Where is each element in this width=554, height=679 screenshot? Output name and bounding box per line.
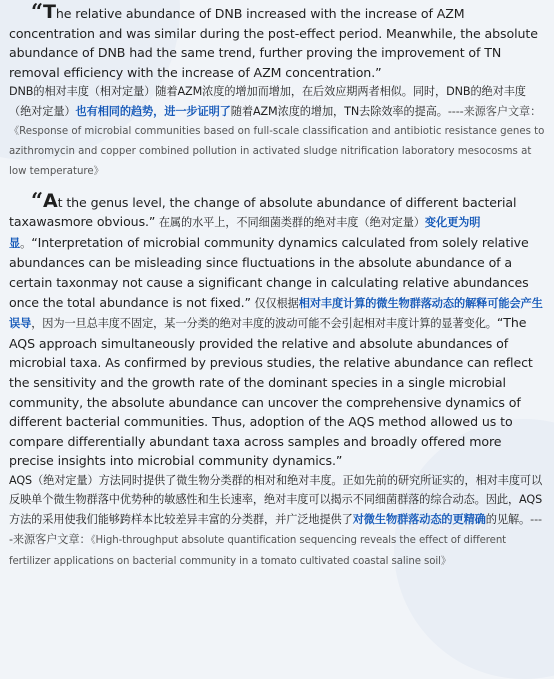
quote-block-1 <box>9 0 545 182</box>
quote-2-english <box>9 187 545 471</box>
en-text: “Interpretation of microbial community dynamics calculated from solely relative abundances can be misleading since fluctuations in the absolute abundance of a certain taxonmay not cause a significant change in calculating relative abundances once the total abundance is not fixed.” <box>9 234 529 310</box>
reference-2: 《High-throughput absolute quantification sequencing reveals the effect of different fertilizer applications on bacterial community in a tomato cultivated coastal saline soil》 <box>9 534 507 567</box>
drop-letter: T <box>42 1 56 23</box>
quote-1-text: he relative abundance of DNB increased with the increase of AZM concentration and was similar during the post-effect period. Meanwhile, the absolute abundance of DNB had the same trend, further proving the improvement of TN removal efficiency with the increase of AZM concentration.” <box>9 6 538 80</box>
open-quote-mark: “ <box>31 187 43 213</box>
quote-2-chinese <box>9 471 545 572</box>
quote-block-2 <box>9 187 545 572</box>
reference-1: 《Response of microbial communities based on full-scale classification and antibiotic resistance genes to azithromycin and copper combined pollution in activated sludge nitrification laboratory mesocosms at low temperature》 <box>9 125 545 177</box>
zh-text: 在属的水平上，不同细菌类群的绝对丰度（绝对定量） <box>155 216 425 230</box>
quote-1-english <box>9 0 545 82</box>
zh-text: AQS（绝对定量）方法同时提供了微生物分类群的相对和绝对丰度。正如先前的研究所证实的，相对丰度可以反映单个微生物群落中优势种的敏感性和生长速率，绝对丰度可以揭示不同细菌群落的综合动态。因此，AQS方法的采用使我们能够跨样本比较差异丰富的分类群，并广泛地提供了 <box>9 473 543 527</box>
zh-text: 随着AZM浓度的增加，TN去除效率的提高。 <box>230 104 448 118</box>
source-label: ----来源客户文章： <box>447 104 542 118</box>
quote-1-chinese <box>9 82 545 121</box>
zh-text: 的见解。 <box>485 513 531 527</box>
zh-text: ，因为一旦总丰度不固定，某一分类的绝对丰度的波动可能不会引起相对丰度计算的显著变化。 <box>31 317 497 331</box>
highlight-text: 变化更为明显 <box>9 216 481 250</box>
en-text: t the genus level, the change of absolute abundance of different bacterial taxawasmore obvious.” <box>9 194 517 230</box>
highlight-text: 对微生物群落动态的更精确 <box>352 513 486 527</box>
highlight-text: 也有相同的趋势，进一步证明了 <box>75 104 231 118</box>
en-text: “The AQS approach simultaneously provided the relative and absolute abundances of microbial taxa. As confirmed by previous studies, the relative abundance can reflect the sensitivity and the growth rate of the dominant species in a single microbial community, the absolute abundance can uncover the comprehensive dynamics of different bacterial communities. Thus, adoption of the AQS method allowed us to compare differentially abundant taxa across samples and broadly offered more precise insights into microbial community dynamics.” <box>9 315 533 469</box>
highlight-text: 相对丰度计算的微生物群落动态的解释可能会产生误导 <box>9 296 543 331</box>
open-quote-mark: “ <box>31 0 43 24</box>
zh-text: DNB的相对丰度（相对定量）随着AZM浓度的增加而增加，在后效应期两者相似。同时，DNB的绝对丰度（绝对定量） <box>9 85 526 118</box>
drop-letter: A <box>42 189 58 212</box>
zh-text: 。 <box>20 236 32 250</box>
source-label: ----来源客户文章： <box>9 513 542 546</box>
zh-text: 仅仅根据 <box>250 296 299 310</box>
